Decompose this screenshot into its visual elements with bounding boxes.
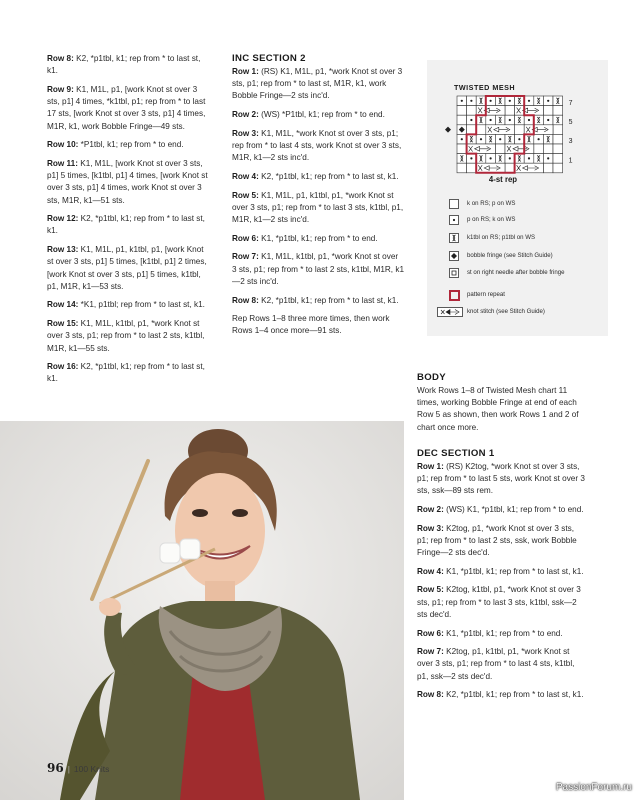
repeat-box-icon [449,290,460,301]
chart-title: TWISTED MESH [454,83,516,92]
instruction-row: Row 15: K1, M1L, k1tbl, p1, *work Knot st over 3 sts, p1; rep from * to last 2 sts, k1tbl, M1R, k1—55 sts. [47,319,205,353]
chart-cell [505,163,515,173]
chart-cell [467,134,477,144]
chart-cell [457,106,467,116]
chart-cell [553,144,563,154]
instruction-row: Row 11: K1, M1L, [work Knot st over 3 sts, p1] 5 times, [k1tbl, p1] 4 times, [work Knot st over 3 sts, p1] 4 times, work Knot st over 3 sts, M1R, k1—51 sts. [47,158,208,205]
row-number: 7 [568,99,573,107]
purl-dot [547,100,549,102]
row-number: 1 [568,157,573,165]
chart-cell [553,115,563,125]
chart-cell [467,125,477,135]
purl-dot [461,100,463,102]
section-heading-body: BODY [417,372,446,383]
chart-cell [476,125,486,135]
chart-cell [524,134,534,144]
purl-dot [470,119,472,121]
dot-icon [449,215,459,225]
body-instruction: Work Rows 1–8 of Twisted Mesh chart 11 times, working Bobble Fringe at end of each Row 5 as shown, then work Rows 1 and 2 of chart once more. [417,386,579,432]
chart-cell [457,144,467,154]
purl-dot [490,157,492,159]
chart-cell [467,106,477,116]
purl-dot [480,138,482,140]
instruction-row: Row 10: *P1tbl, k1; rep from * to end. [47,140,184,150]
chart-cell [553,163,563,173]
chart-cell [515,96,525,106]
chart-cell [476,96,486,106]
instruction-row: Row 7: K1, M1L, k1tbl, p1, *work Knot st over 3 sts, p1; rep from * to last 2 sts, k1tbl, M1R, k1—2 sts inc'd. [232,252,405,286]
purl-dot [461,138,463,140]
instruction-row: Row 4: K2, *p1tbl, k1; rep from * to last st, k1. [232,171,399,181]
purl-dot [490,119,492,121]
page-footer: 96 | 100 Knits [47,761,110,775]
instruction-row: Row 7: K2tog, p1, k1tbl, p1, *work Knot st over 3 sts, p1; rep from * to last 4 sts, k1tbl, p1, ssk—2 sts dec'd. [417,647,575,681]
chart-cell [476,154,486,164]
instruction-row: Row 8: K2, *p1tbl, k1; rep from * to last st, k1. [47,54,201,76]
section-heading-inc: INC SECTION 2 [232,53,306,64]
chart-cell [553,134,563,144]
instruction-row: Row 14: *K1, p1tbl; rep from * to last st, k1. [47,300,205,310]
chart-cell [553,96,563,106]
publication-title: 100 Knits [73,764,110,774]
purl-dot [490,100,492,102]
instruction-row: Row 4: K1, *p1tbl, k1; rep from * to last st, k1. [417,566,584,576]
chart-cell [534,115,544,125]
column-left [47,53,212,392]
instruction-row: Row 5: K2tog, k1tbl, p1, *work Knot st over 3 sts, p1; rep from * to last 3 sts, k1tbl, ssk—2 sts dec'd. [417,585,581,619]
chart-cell [505,134,515,144]
column-right [417,372,585,708]
chart-cell [457,163,467,173]
section-heading-dec: DEC SECTION 1 [417,447,495,459]
row-number: 5 [568,119,573,126]
small-square-icon [449,268,459,278]
instruction-row: Row 3: K1, M1L, *work Knot st over 3 sts, p1; rep from * to last 4 sts, work Knot st over 3 sts, M1R, k1—2 sts inc'd. [232,128,402,163]
chart-cell [515,154,525,164]
rep-label: 4-st rep [488,175,518,184]
purl-dot [509,119,511,121]
instruction-row: Row 13: K1, M1L, p1, k1tbl, p1, [work Knot st over 3 sts, p1] 5 times, [k1tbl, p1] 2 times, [work Knot st over 3 sts, p1] 5 times, k1tbl, p1, M1R, k1—53 sts. [47,245,207,291]
purl-dot [499,138,501,140]
chart-cell [486,134,496,144]
model-illustration [0,421,404,800]
chart-cell [543,144,553,154]
instruction-row: Row 12: K2, *p1tbl, k1; rep from * to last st, k1. [47,214,205,236]
chart-cell [495,154,505,164]
row-number: 3 [568,138,573,146]
chart-cell [515,125,525,135]
purl-dot [538,138,540,140]
instruction-row: Row 6: K1, *p1tbl, k1; rep from * to end. [232,233,378,243]
instruction-row: Row 3: K2tog, p1, *work Knot st over 3 sts, p1; rep from * to last 2 sts, ssk, work Bobble Fringe—2 sts dec'd. [417,523,577,558]
knot-stitch-icon [437,307,463,317]
column-middle [232,53,404,344]
bobble-fringe-marker [445,127,451,133]
empty-square-icon [449,199,459,209]
instruction-row: Row 9: K1, M1L, p1, [work Knot st over 3 sts, p1] 4 times, *k1tbl, p1; rep from * to last 17 sts, [work Knot st over 3 sts, p1] 4 times, M1R, k1, work Bobble Fringe—49 sts. [47,84,206,131]
chart-cell [534,144,544,154]
purl-dot [547,119,549,121]
twisted-mesh-chart [443,94,573,174]
instruction-row: Row 2: (WS) K1, *p1tbl, k1; rep from * to end. [417,504,584,514]
purl-dot [509,157,511,159]
chart-cell [534,154,544,164]
chart-cell [553,154,563,164]
instruction-row: Row 16: K2, *p1tbl, k1; rep from * to last st, k1. [47,362,205,384]
purl-dot [547,157,549,159]
chart-cell [495,115,505,125]
chart-cell [543,163,553,173]
chart-cell [543,134,553,144]
instruction-row: Row 8: K2, *p1tbl, k1; rep from * to last st, k1. [232,295,399,305]
chart-cell [476,115,486,125]
purl-dot [528,119,530,121]
instruction-row: Row 6: K1, *p1tbl, k1; rep from * to end. [417,628,563,638]
chart-cell [505,106,515,116]
purl-dot [470,157,472,159]
page-number: 96 [47,761,64,775]
instruction-row: Row 8: K2, *p1tbl, k1; rep from * to last st, k1. [417,690,584,700]
chart-cell [515,115,525,125]
instruction-row: Row 1: (RS) K2tog, *work Knot st over 3 sts, p1; rep from * to last 5 sts, work Knot st over 3 sts, ssk—89 sts rem. [417,461,585,496]
chart-cell [495,144,505,154]
chart-cell [457,154,467,164]
chart-cell [553,125,563,135]
chart-cell [467,163,477,173]
chart-cell [553,106,563,116]
twist-icon [449,233,459,243]
chart-cell [457,115,467,125]
purl-dot [518,138,520,140]
instruction-row: Row 1: (RS) K1, M1L, p1, *work Knot st over 3 sts, p1; rep from * to last st, M1R, k1, work Bobble Fringe—2 sts inc'd. [232,67,403,101]
chart-cell [495,96,505,106]
chart-cell [543,106,553,116]
instruction-row: Row 5: K1, M1L, p1, k1tbl, p1, *work Knot st over 3 sts, p1; rep from * to last 3 sts, k1tbl, p1, M1R, k1—2 sts inc'd. [232,190,404,225]
watermark: PassionForum.ru [555,782,632,793]
purl-dot [509,100,511,102]
diamond-icon [449,251,459,261]
purl-dot [528,100,530,102]
chart-cell [534,96,544,106]
instruction-row: Row 2: (WS) *P1tbl, k1; rep from * to end. [232,110,385,120]
closing-instruction: Rep Rows 1–8 three more times, then work Rows 1–4 once more—91 sts. [232,314,390,336]
purl-dot [470,100,472,102]
model-photo [0,421,404,800]
purl-dot [528,157,530,159]
